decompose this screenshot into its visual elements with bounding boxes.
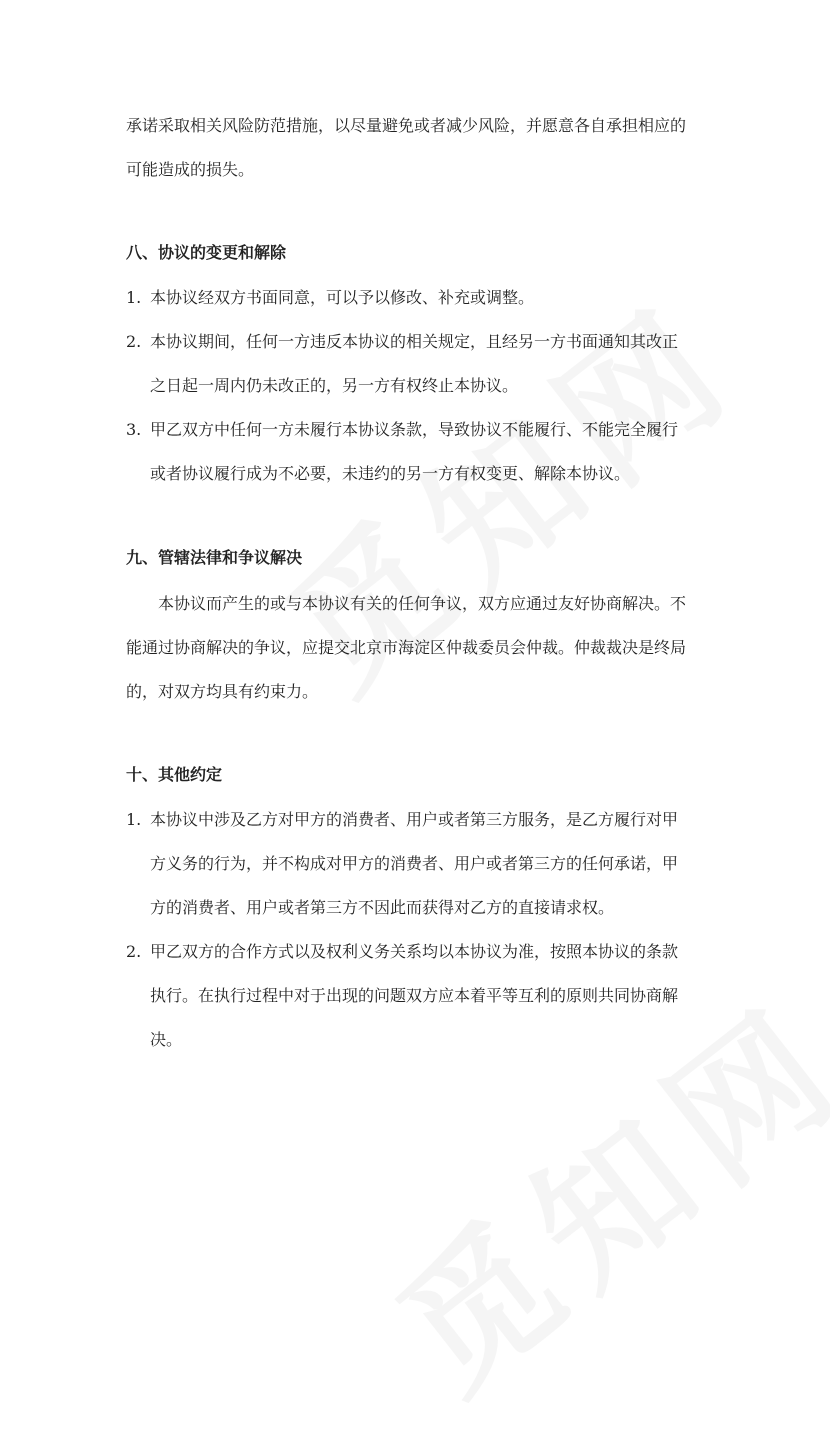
section-8-item-1-line-1: 本协议经双方书面同意，可以予以修改、补充或调整。 <box>150 288 535 307</box>
section-10-item-2-line-3: 决。 <box>150 1030 183 1049</box>
intro-line-1: 承诺采取相关风险防范措施，以尽量避免或者减少风险，并愿意各自承担相应的 <box>126 116 687 135</box>
section-8-item-2-line-2: 之日起一周内仍未改正的，另一方有权终止本协议。 <box>150 376 519 395</box>
section-8-item-1-num: 1. <box>126 288 142 307</box>
watermark-lower <box>348 946 830 1430</box>
section-9-paragraph-line-3: 的，对双方均具有约束力。 <box>126 682 319 701</box>
section-10-item-2-line-1: 甲乙双方的合作方式以及权利义务关系均以本协议为准，按照本协议的条款 <box>150 942 679 961</box>
section-8-item-3-line-2: 或者协议履行成为不必要，未违约的另一方有权变更、解除本协议。 <box>150 464 631 483</box>
section-8-title: 八、协议的变更和解除 <box>126 243 287 262</box>
section-10-item-1-num: 1. <box>126 810 142 829</box>
section-8-item-2-num: 2. <box>126 332 142 351</box>
section-10-item-1-line-3: 方的消费者、用户或者第三方不因此而获得对乙方的直接请求权。 <box>150 898 615 917</box>
section-10-item-1-line-2: 方义务的行为，并不构成对甲方的消费者、用户或者第三方的任何承诺，甲 <box>150 854 679 873</box>
intro-line-2: 可能造成的损失。 <box>126 160 255 179</box>
section-9-paragraph-line-2: 能通过协商解决的争议，应提交北京市海淀区仲裁委员会仲裁。仲裁裁决是终局 <box>126 638 687 657</box>
section-10-title: 十、其他约定 <box>126 765 223 784</box>
section-9-title: 九、管辖法律和争议解决 <box>126 548 303 567</box>
section-10-item-2-num: 2. <box>126 942 142 961</box>
section-10-item-2-line-2: 执行。在执行过程中对于出现的问题双方应本着平等互利的原则共同协商解 <box>150 986 679 1005</box>
section-9-paragraph-line-1: 本协议而产生的或与本协议有关的任何争议，双方应通过友好协商解决。不 <box>158 594 687 613</box>
section-10-item-1-line-1: 本协议中涉及乙方对甲方的消费者、用户或者第三方服务，是乙方履行对甲 <box>150 810 679 829</box>
section-8-item-2-line-1: 本协议期间，任何一方违反本协议的相关规定，且经另一方书面通知其改正 <box>150 332 679 351</box>
section-8-item-3-line-1: 甲乙双方中任何一方未履行本协议条款，导致协议不能履行、不能完全履行 <box>150 420 679 439</box>
section-8-item-3-num: 3. <box>126 420 142 439</box>
